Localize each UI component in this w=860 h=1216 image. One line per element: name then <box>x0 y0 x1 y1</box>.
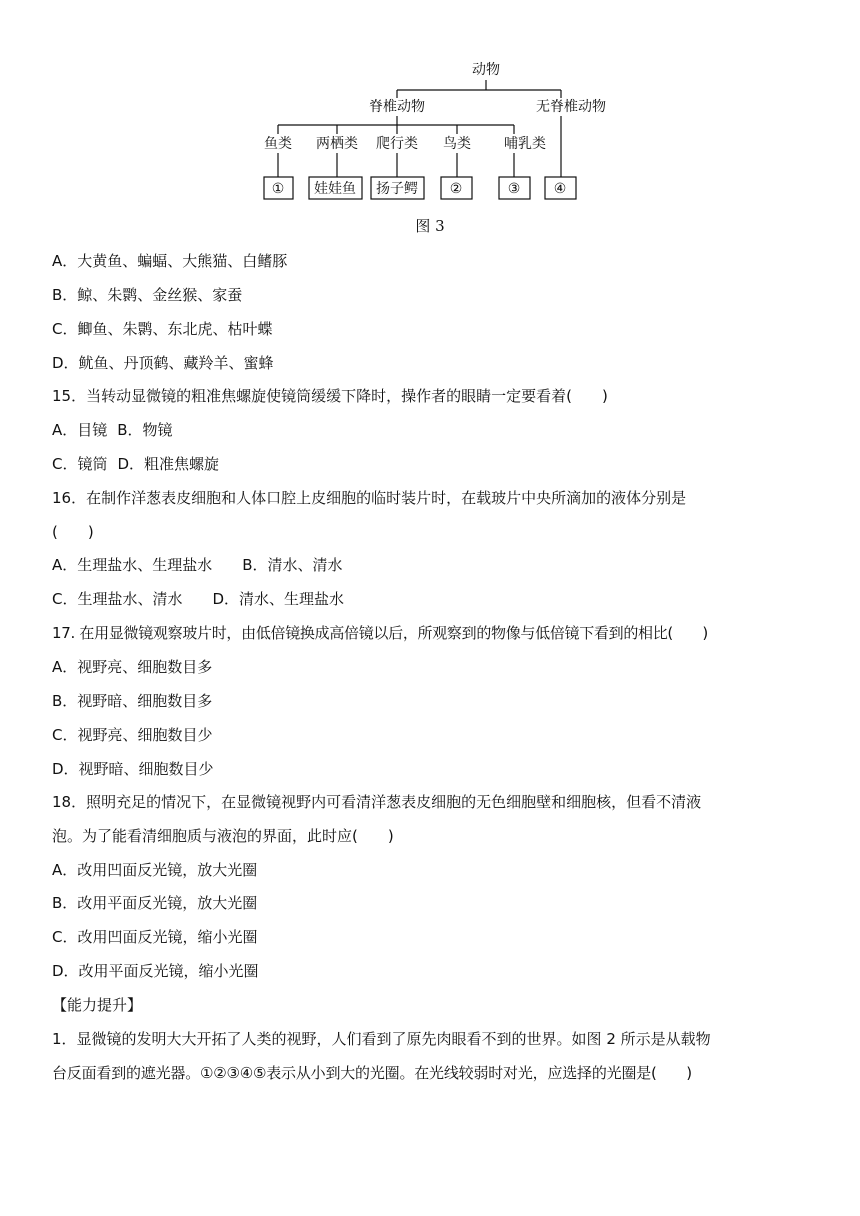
node-invertebrates: 无脊椎动物 <box>536 99 606 115</box>
classification-tree-figure <box>0 0 860 240</box>
q16-option-b: B．清水、清水 <box>242 556 343 574</box>
box-label: 娃娃鱼 <box>314 181 356 197</box>
node-class: 鱼类 <box>264 136 292 152</box>
node-class: 鸟类 <box>443 136 471 152</box>
figure-caption: 图 3 <box>415 217 445 235</box>
q15-stem: 15．当转动显微镜的粗准焦螺旋使镜筒缓缓下降时，操作者的眼睛一定要看着( ) <box>52 387 608 405</box>
box-label: ③ <box>507 181 521 197</box>
q15-option-a: A．目镜 <box>52 421 108 439</box>
q16-option-c: C．生理盐水、清水 <box>52 590 183 608</box>
q18-stem-line2: 泡。为了能看清细胞质与液泡的界面，此时应( ) <box>52 827 394 845</box>
box-label: ① <box>271 181 285 197</box>
q18-option-c: C．改用凹面反光镜，缩小光圈 <box>52 928 258 946</box>
p1-stem-line2: 台反面看到的遮光器。①②③④⑤表示从小到大的光圈。在光线较弱时对光，应选择的光圈是( ) <box>52 1064 692 1082</box>
q17-option-a: A．视野亮、细胞数目多 <box>52 658 213 676</box>
q18-option-b: B．改用平面反光镜，放大光圈 <box>52 894 258 912</box>
q17-stem: 17. 在用显微镜观察玻片时，由低倍镜换成高倍镜以后，所观察到的物像与低倍镜下看到的相比( ) <box>52 624 708 642</box>
q17-option-d: D．视野暗、细胞数目少 <box>52 760 214 778</box>
q18-option-a: A．改用凹面反光镜，放大光圈 <box>52 861 258 879</box>
node-root: 动物 <box>472 62 500 78</box>
q18-option-d: D．改用平面反光镜，缩小光圈 <box>52 962 259 980</box>
q15-options-ab <box>52 420 832 440</box>
node-class: 爬行类 <box>376 136 418 152</box>
q15-option-d: D．粗准焦螺旋 <box>117 455 220 473</box>
q14-option-a: A．大黄鱼、蝙蝠、大熊猫、白鳍豚 <box>52 252 288 270</box>
q15-option-b: B．物镜 <box>117 421 173 439</box>
node-class: 两栖类 <box>316 136 358 152</box>
box-label: 扬子鳄 <box>376 181 418 197</box>
q17-option-c: C．视野亮、细胞数目少 <box>52 726 213 744</box>
q16-stem-line1: 16．在制作洋葱表皮细胞和人体口腔上皮细胞的临时装片时，在载玻片中央所滴加的液体分别是 <box>52 489 687 507</box>
q17-option-b: B．视野暗、细胞数目多 <box>52 692 213 710</box>
box-label: ④ <box>553 181 567 197</box>
node-vertebrates: 脊椎动物 <box>369 99 425 115</box>
q14-option-d: D．鱿鱼、丹顶鹤、藏羚羊、蜜蜂 <box>52 354 274 372</box>
q14-option-b: B．鲸、朱鹮、金丝猴、家蚕 <box>52 286 243 304</box>
node-class: 哺乳类 <box>504 136 546 152</box>
section-heading: 【能力提升】 <box>52 996 143 1014</box>
q16-options-cd <box>52 589 832 609</box>
q16-options-ab <box>52 555 832 575</box>
q14-option-c: C．鲫鱼、朱鹮、东北虎、枯叶蝶 <box>52 320 273 338</box>
q15-option-c: C．镜筒 <box>52 455 108 473</box>
p1-stem-line1: 1．显微镜的发明大大开拓了人类的视野，人们看到了原先肉眼看不到的世界。如图 2 所示是从载物 <box>52 1030 711 1048</box>
q16-option-a: A．生理盐水、生理盐水 <box>52 556 213 574</box>
q16-stem-line2: ( ) <box>52 523 94 541</box>
q16-option-d: D．清水、生理盐水 <box>212 590 345 608</box>
box-label: ② <box>449 181 463 197</box>
q18-stem-line1: 18．照明充足的情况下，在显微镜视野内可看清洋葱表皮细胞的无色细胞壁和细胞核，但看不清液 <box>52 793 702 811</box>
q15-options-cd <box>52 454 832 474</box>
